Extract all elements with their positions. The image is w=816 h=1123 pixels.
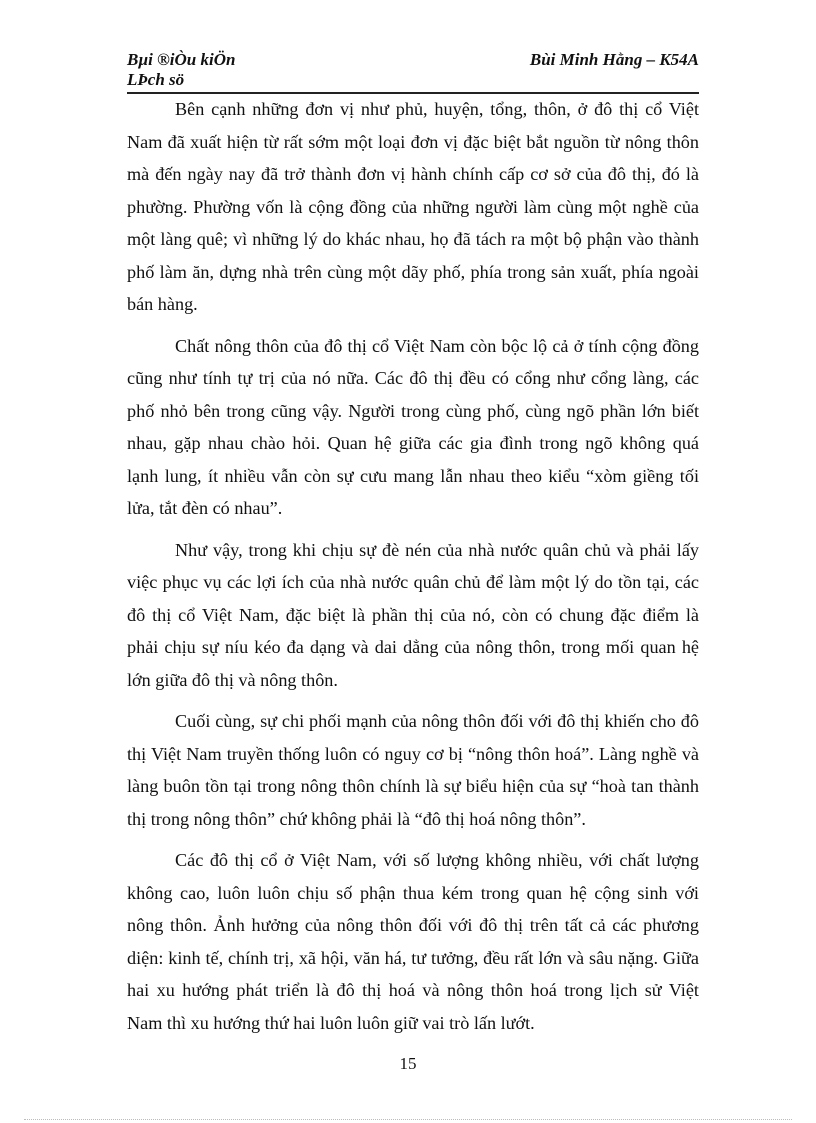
paragraph-line: lạnh lung, ít nhiều vẫn còn sự cưu mang lẫn nhau theo kiểu “xòm giềng tối xyxy=(127,465,699,486)
paragraph-line: đô thị cổ Việt Nam, đặc biệt là phần thị của nó, còn có chung đặc điểm là xyxy=(127,604,699,625)
paragraph-line: Cuối cùng, sự chi phối mạnh của nông thôn đối với đô thị khiến cho đô xyxy=(175,711,699,731)
paragraph-line: diện: kinh tế, chính trị, xã hội, văn há, tư tưởng, đều rất lớn và sâu nặng. Giữa xyxy=(127,947,699,968)
paragraph-line: Chất nông thôn của đô thị cổ Việt Nam còn bộc lộ cả ở tính cộng đồng xyxy=(175,335,699,356)
paragraph xyxy=(127,844,727,1039)
paragraph-line: bán hàng. xyxy=(127,294,198,314)
header-doc-type: Bµi ®iÒu kiÖn xyxy=(127,50,236,69)
paragraph-line: không cao, luôn luôn chịu số phận thua kém trong quan hệ cộng sinh với xyxy=(127,882,699,903)
paragraph-line: phố nhỏ bên trong cũng vậy. Người trong cùng phố, cùng ngõ phần lớn biết xyxy=(127,400,699,421)
paragraph xyxy=(127,330,727,525)
paragraph xyxy=(127,534,727,697)
page-number: 15 xyxy=(399,1054,417,1073)
paragraph-line: lớn giữa đô thị và nông thôn. xyxy=(127,669,338,690)
paragraph-line: Nam đã xuất hiện từ rất sớm một loại đơn vị đặc biệt bắt nguồn từ nông thôn xyxy=(127,131,699,152)
paragraph-line: nhau, gặp nhau chào hỏi. Quan hệ giữa các gia đình trong ngõ không quá xyxy=(127,433,699,453)
paragraph-line: phường. Phường vốn là cộng đồng của những người làm cùng một nghề của xyxy=(127,196,699,217)
paragraph-line: Như vậy, trong khi chịu sự đè nén của nhà nước quân chủ và phải lấy xyxy=(175,539,699,560)
paragraph-line: một làng quê; vì những lý do khác nhau, họ đã tách ra một bộ phận vào thành xyxy=(127,229,699,249)
paragraph-line: hai xu hướng phát triển là đô thị hoá và nông thôn hoá trong lịch sử Việt xyxy=(127,980,699,1000)
paragraph-line: Bên cạnh những đơn vị như phủ, huyện, tổng, thôn, ở đô thị cổ Việt xyxy=(175,99,699,119)
paragraph-line: mà đến ngày nay đã trở thành đơn vị hành chính cấp cơ sở của đô thị, đó là xyxy=(127,164,699,184)
paragraph-line: phố làm ăn, dựng nhà trên cùng một dãy phố, phía trong sản xuất, phía ngoài xyxy=(127,261,699,282)
paragraph-line: Nam thì xu hướng thứ hai luôn luôn giữ vai trò lấn lướt. xyxy=(127,1012,535,1033)
header-subject: LÞch sö xyxy=(127,70,185,89)
paragraph-line: cũng như tính tự trị của nó nữa. Các đô thị đều có cổng như cổng làng, các xyxy=(127,368,699,388)
paragraph-line: Các đô thị cổ ở Việt Nam, với số lượng không nhiều, với chất lượng xyxy=(175,850,699,870)
paragraph xyxy=(127,93,727,321)
paragraph-line: lửa, tắt đèn có nhau”. xyxy=(127,498,283,518)
paragraph xyxy=(127,705,727,835)
header-left xyxy=(127,50,235,90)
paragraph-line: thị Việt Nam truyền thống luôn có nguy cơ bị “nông thôn hoá”. Làng nghề và xyxy=(127,743,699,764)
paragraph-line: việc phục vụ các lợi ích của nhà nước quân chủ để làm một lý do tồn tại, các xyxy=(127,572,699,592)
page-bottom-border xyxy=(24,1119,792,1120)
paragraph-line: phải chịu sự níu kéo đa dạng và dai dẳng của nông thôn, trong mối quan hệ xyxy=(127,637,699,657)
paragraph-line: nông thôn. Ảnh hưởng của nông thôn đối với đô thị trên tất cả các phương xyxy=(127,915,699,935)
paragraph-line: thị trong nông thôn” chứ không phải là “đô thị hoá nông thôn”. xyxy=(127,808,586,829)
header-author: Bùi Minh Hằng – K54A xyxy=(529,50,699,69)
paragraph-line: làng buôn tồn tại trong nông thôn chính là sự biểu hiện của sự “hoà tan thành xyxy=(127,776,699,796)
body-text xyxy=(127,93,727,1039)
